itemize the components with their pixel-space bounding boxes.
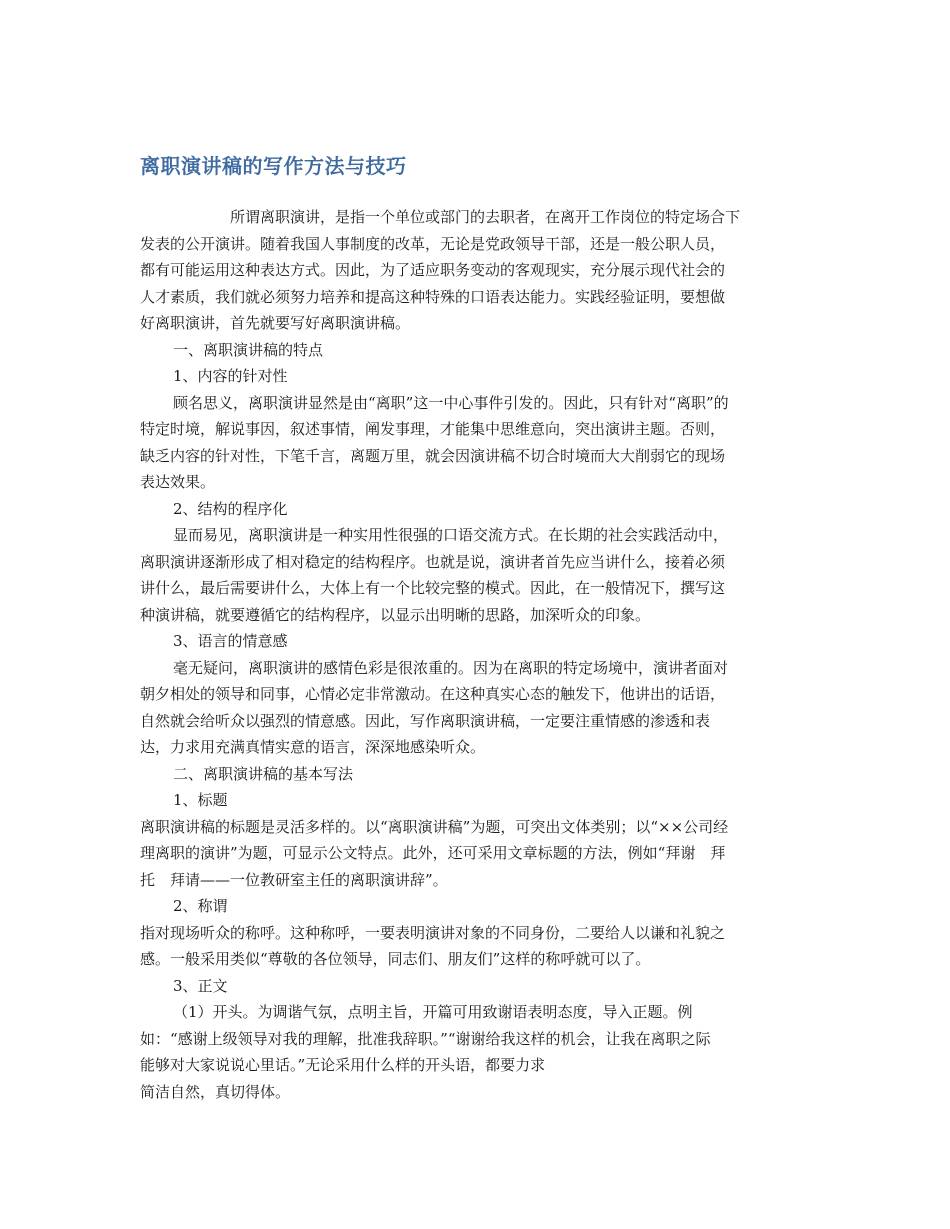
paragraph-line: 自然就会给听众以强烈的情意感。因此，写作离职演讲稿，一定要注重情感的渗透和表 (140, 711, 711, 730)
paragraph-line: 能够对大家说说心里话。”无论采用什么样的开头语，都要力求 (140, 1056, 546, 1074)
paragraph-line: （1）开头。为调谐气氛，点明主旨，开篇可用致谢语表明态度，导入正题。例 (173, 1003, 693, 1021)
paragraph-line: 离职演讲稿的标题是灵活多样的。以“离职演讲稿”为题，可突出文体类别；以“××公司经 (140, 817, 729, 836)
paragraph-line: 缺乏内容的针对性，下笔千言，离题万里，就会因演讲稿不切合时境而大大削弱它的现场 (140, 446, 726, 465)
paragraph-line: 人才素质，我们就必须努力培养和提高这种特殊的口语表达能力。实践经验证明，要想做 (140, 287, 726, 306)
paragraph-line: 毫无疑问，离职演讲的感情色彩是很浓重的。因为在离职的特定场境中，演讲者面对 (173, 658, 729, 677)
subsection-heading: 1、内容的针对性 (173, 367, 288, 385)
paragraph-line: 特定时境，解说事因，叙述事情，阐发事理，才能集中思维意向，突出演讲主题。否则， (140, 420, 726, 438)
paragraph-line: 如：“感谢上级领导对我的理解，批准我辞职。”“谢谢给我这样的机会，让我在离职之际 (140, 1029, 711, 1048)
subsection-heading: 3、语言的情意感 (173, 632, 288, 650)
paragraph-line: 显而易见，离职演讲是一种实用性很强的口语交流方式。在长期的社会实践活动中， (173, 526, 729, 544)
paragraph-line: 都有可能运用这种表达方式。因此，为了适应职务变动的客观现实，充分展示现代社会的 (140, 261, 726, 279)
paragraph-line: 好离职演讲，首先就要写好离职演讲稿。 (140, 314, 411, 332)
paragraph-line: 感。一般采用类似“尊敬的各位领导，同志们、朋友们”这样的称呼就可以了。 (140, 950, 651, 968)
paragraph-line: 表达效果。 (140, 473, 216, 491)
subsection-heading: 3、正文 (173, 976, 228, 995)
paragraph-line: 达，力求用充满真情实意的语言，深深地感染听众。 (140, 738, 486, 756)
document-body (140, 204, 812, 1105)
subsection-heading: 2、结构的程序化 (173, 499, 288, 518)
paragraph-line: 发表的公开演讲。随着我国人事制度的改革，无论是党政领导干部，还是一般公职人员， (140, 234, 726, 253)
paragraph-line: 理离职的演讲”为题，可显示公文特点。此外，还可采用文章标题的方法，例如“拜谢 拜 (140, 844, 726, 862)
paragraph-line: 指对现场听众的称呼。这种称呼，一要表明演讲对象的不同身份，二要给人以谦和礼貌之 (140, 923, 726, 942)
section-heading: 一、离职演讲稿的特点 (173, 340, 324, 359)
paragraph-line: 离职演讲逐渐形成了相对稳定的结构程序。也就是说，演讲者首先应当讲什么，接着必须 (140, 552, 726, 571)
subsection-heading: 1、标题 (173, 791, 228, 809)
paragraph-line: 顾名思义，离职演讲显然是由“离职”这一中心事件引发的。因此，只有针对“离职”的 (173, 393, 729, 412)
section-heading: 二、离职演讲稿的基本写法 (173, 764, 354, 783)
paragraph-line: 讲什么，最后需要讲什么，大体上有一个比较完整的模式。因此，在一般情况下，撰写这 (140, 579, 726, 597)
document-title: 离职演讲稿的写作方法与技巧 (140, 154, 407, 178)
paragraph-line: 所谓离职演讲，是指一个单位或部门的去职者，在离开工作岗位的特定场合下 (230, 208, 741, 226)
paragraph-line: 托 拜请——一位教研室主任的离职演讲辞”。 (140, 870, 448, 889)
paragraph-line: 朝夕相处的领导和同事，心情必定非常激动。在这种真实心态的触发下，他讲出的话语， (140, 685, 726, 703)
subsection-heading: 2、称谓 (173, 897, 228, 915)
paragraph-line: 简洁自然，真切得体。 (140, 1082, 291, 1101)
paragraph-line: 种演讲稿，就要遵循它的结构程序，以显示出明晰的思路，加深听众的印象。 (140, 605, 651, 624)
